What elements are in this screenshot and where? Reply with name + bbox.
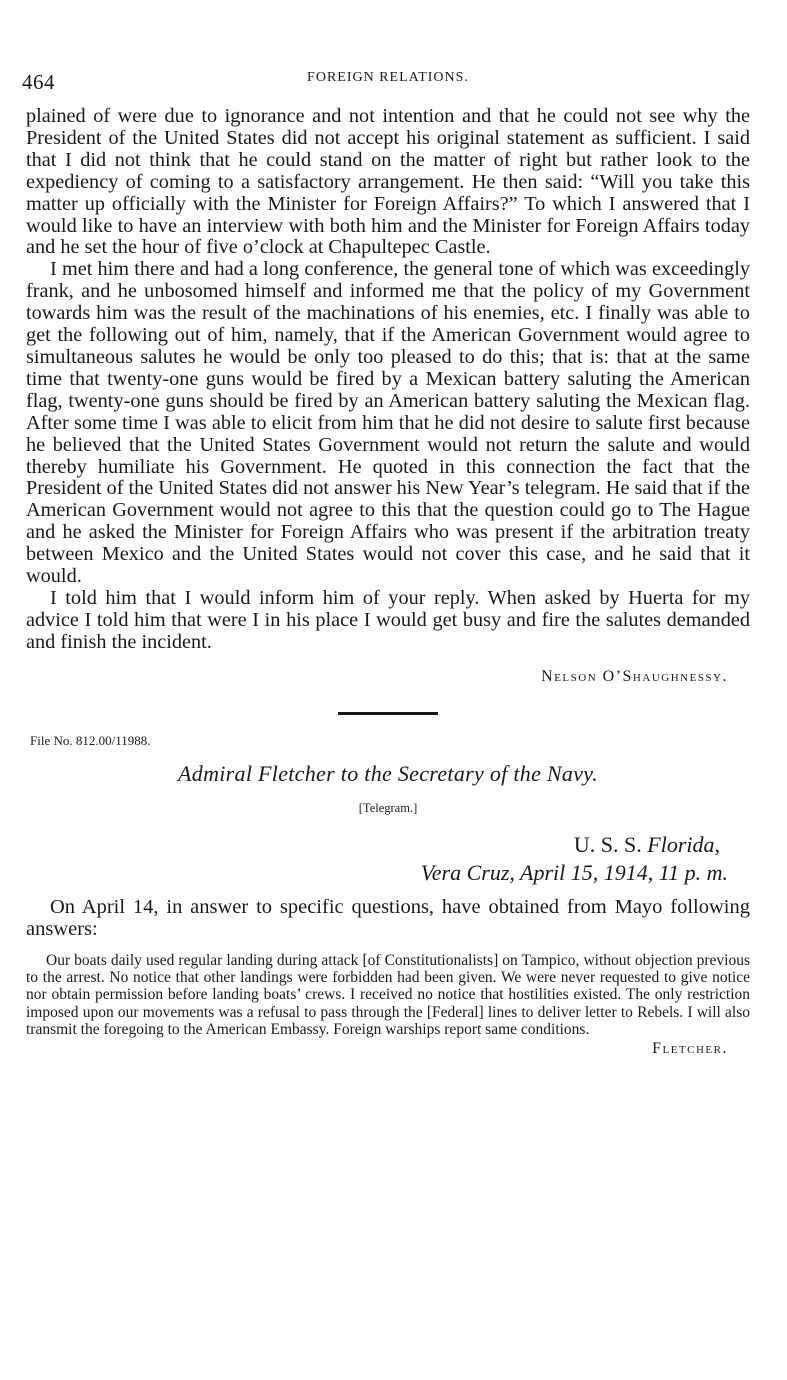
telegram-title: Admiral Fletcher to the Secretary of the Navy. — [178, 760, 598, 786]
letter-paragraph-3: I told him that I would inform him of your reply. When asked by Huerta for my advice I told him that were I in his place I would get busy and fire the salutes demanded and finish the incident. — [26, 586, 750, 653]
date-line: Vera Cruz, April 15, 1914, 11 p. m. — [420, 859, 728, 885]
telegram-quote-paragraph: Our boats daily used regular landing during attack [of Constitutionalists] on Tampico, without objection previous to the arrest. No notice that other landings were forbidden had been given. We were never requested to give notice nor obtain permission before landing boats’ crews. I received no notice that hostilities existed. The only restriction imposed upon our movements was a refusal to pass through the [Federal] lines to deliver letter to Rebels. I will also transmit the foregoing to the American Embassy. Foreign warships report same conditions. — [26, 951, 750, 1038]
telegram-quote — [26, 952, 750, 1038]
telegram-signature: Fletcher. — [652, 1040, 728, 1058]
sender-ship: Florida, — [647, 831, 720, 857]
letter-paragraph-2: I met him there and had a long conference, the general tone of which was exceedingly frank, and he unbosomed himself and informed me that the policy of my Government towards him was the result of the machinations of his enemies, etc. I finally was able to get the following out of him, namely, that if the American Government would agree to simultaneous salutes he would be only too pleased to do this; that is: that at the same time that twenty-one guns would be fired by a Mexican battery saluting the American flag, twenty-one guns should be fired by an American battery saluting the Mexican flag. After some time I was able to elicit from him that he did not desire to salute first because he believed that the United States Government would not return the salute and would thereby humiliate his Government. He quoted in this connection the fact that the President of the United States did not answer his New Year’s telegram. He said that if the American Government would not agree to this that the question could go to The Hague and he asked the Minister for Foreign Affairs who was present if the arbitration treaty between Mexico and the United States would not cover this case, and he said that it would. — [26, 258, 750, 588]
telegram-intro — [26, 896, 750, 940]
section-divider — [338, 712, 438, 715]
document-page — [22, 58, 750, 1058]
letter-paragraph-1: plained of were due to ignorance and not intention and that he could not see why the President of the United States did not accept his original statement as sufficient. I said that I did not think that he could stand on the matter of right but rather look to the expediency of coming to a satisfactory arrangement. He then said: “Will you take this matter up officially with the Minister for Foreign Affairs?” To which I answered that I would like to have an interview with both him and the Minister for Foreign Affairs today and he set the hour of five o’clock at Chapultepec Castle. — [26, 105, 750, 259]
telegram-tag: [Telegram.] — [358, 800, 418, 815]
file-number: File No. 812.00/11988. — [30, 732, 151, 748]
sender-prefix: U. S. S. — [573, 831, 648, 857]
sender-line — [26, 832, 720, 858]
running-head: FOREIGN RELATIONS. — [307, 70, 469, 85]
telegram-intro-paragraph: On April 14, in answer to specific questions, have obtained from Mayo following answers: — [26, 895, 750, 940]
page-header — [22, 58, 750, 98]
letter-signature: Nelson O’Shaughnessy. — [541, 667, 728, 685]
page-number: 464 — [22, 70, 55, 94]
letter-body — [26, 106, 750, 654]
